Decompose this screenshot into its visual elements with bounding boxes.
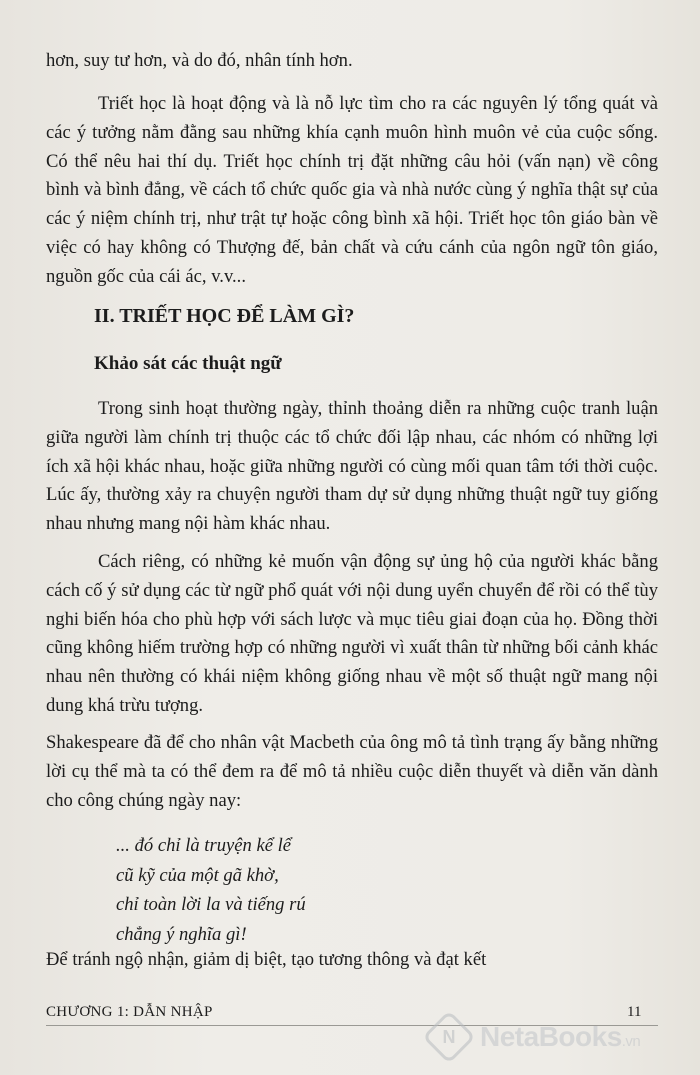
paragraph-continuation: hơn, suy tư hơn, và do đó, nhân tính hơn. bbox=[46, 50, 353, 71]
quote-line: cũ kỹ của một gã khờ, bbox=[116, 864, 279, 886]
quote-line: chẳng ý nghĩa gì! bbox=[116, 923, 247, 945]
macbeth-quote bbox=[116, 831, 306, 949]
section-heading: II. TRIẾT HỌC ĐỂ LÀM GÌ? bbox=[94, 305, 355, 327]
netabooks-logo-icon: N bbox=[422, 1010, 476, 1064]
quote-line: ... đó chỉ là truyện kể lể bbox=[116, 835, 292, 856]
paragraph-final-line: Để tránh ngộ nhận, giảm dị biệt, tạo tương thông và đạt kết bbox=[46, 949, 487, 970]
netabooks-watermark bbox=[430, 1012, 690, 1062]
paragraph-term-usage: Cách riêng, có những kẻ muốn vận động sự ủng hộ của người khác bằng cách cố ý sử dụng các từ ngữ phổ quát với nội dung uyển chuyển để rồi có thể tùy nghi biến hóa cho phù hợp với sách lược và mục tiêu giai đoạn của họ. Đồng thời cũng không hiếm trường hợp có những người vì xuất thân từ những bối cảnh khác nhau nên thường có khái niệm không giống nhau về một số thuật ngữ mang nội dung khá trừu tượng. bbox=[46, 551, 658, 716]
page-number: 11 bbox=[627, 1004, 642, 1020]
chapter-footer: CHƯƠNG 1: DẪN NHẬP bbox=[46, 1004, 213, 1020]
watermark-text: NetaBooks.vn bbox=[480, 1021, 641, 1052]
quote-line: chỉ toàn lời la và tiếng rú bbox=[116, 894, 306, 915]
paragraph-shakespeare: Shakespeare đã để cho nhân vật Macbeth của ông mô tả tình trạng ấy bằng những lời cụ thể mà ta có thể đem ra để mô tả nhiều cuộc diễn thuyết và diễn văn dành cho công chúng ngày nay: bbox=[46, 732, 658, 811]
subsection-heading: Khảo sát các thuật ngữ bbox=[94, 353, 282, 374]
paragraph-daily-debates: Trong sinh hoạt thường ngày, thỉnh thoảng diễn ra những cuộc tranh luận giữa người làm chính trị thuộc các tổ chức đối lập nhau, các nhóm có những lợi ích xã hội khác nhau, hoặc giữa những người có cùng mối quan tâm tới thời cuộc. Lúc ấy, thường xảy ra chuyện người tham dự sử dụng những thuật ngữ tuy giống nhau nhưng mang nội hàm khác nhau. bbox=[46, 398, 658, 535]
paragraph-philosophy-definition: Triết học là hoạt động và là nỗ lực tìm cho ra các nguyên lý tổng quát và các ý tưởng nằm đằng sau những khía cạnh muôn hình muôn vẻ của cuộc sống. Có thể nêu hai thí dụ. Triết học chính trị đặt những câu hỏi (vấn nạn) về công bình và bình đẳng, về cách tổ chức quốc gia và nhà nước cùng ý nghĩa thật sự của các ý niệm chính trị, như trật tự hoặc công bình xã hội. Triết học tôn giáo bàn về việc có hay không có Thượng đế, bản chất và cứu cánh của ngôn ngữ tôn giáo, nguồn gốc của cái ác, v.v... bbox=[46, 93, 658, 287]
